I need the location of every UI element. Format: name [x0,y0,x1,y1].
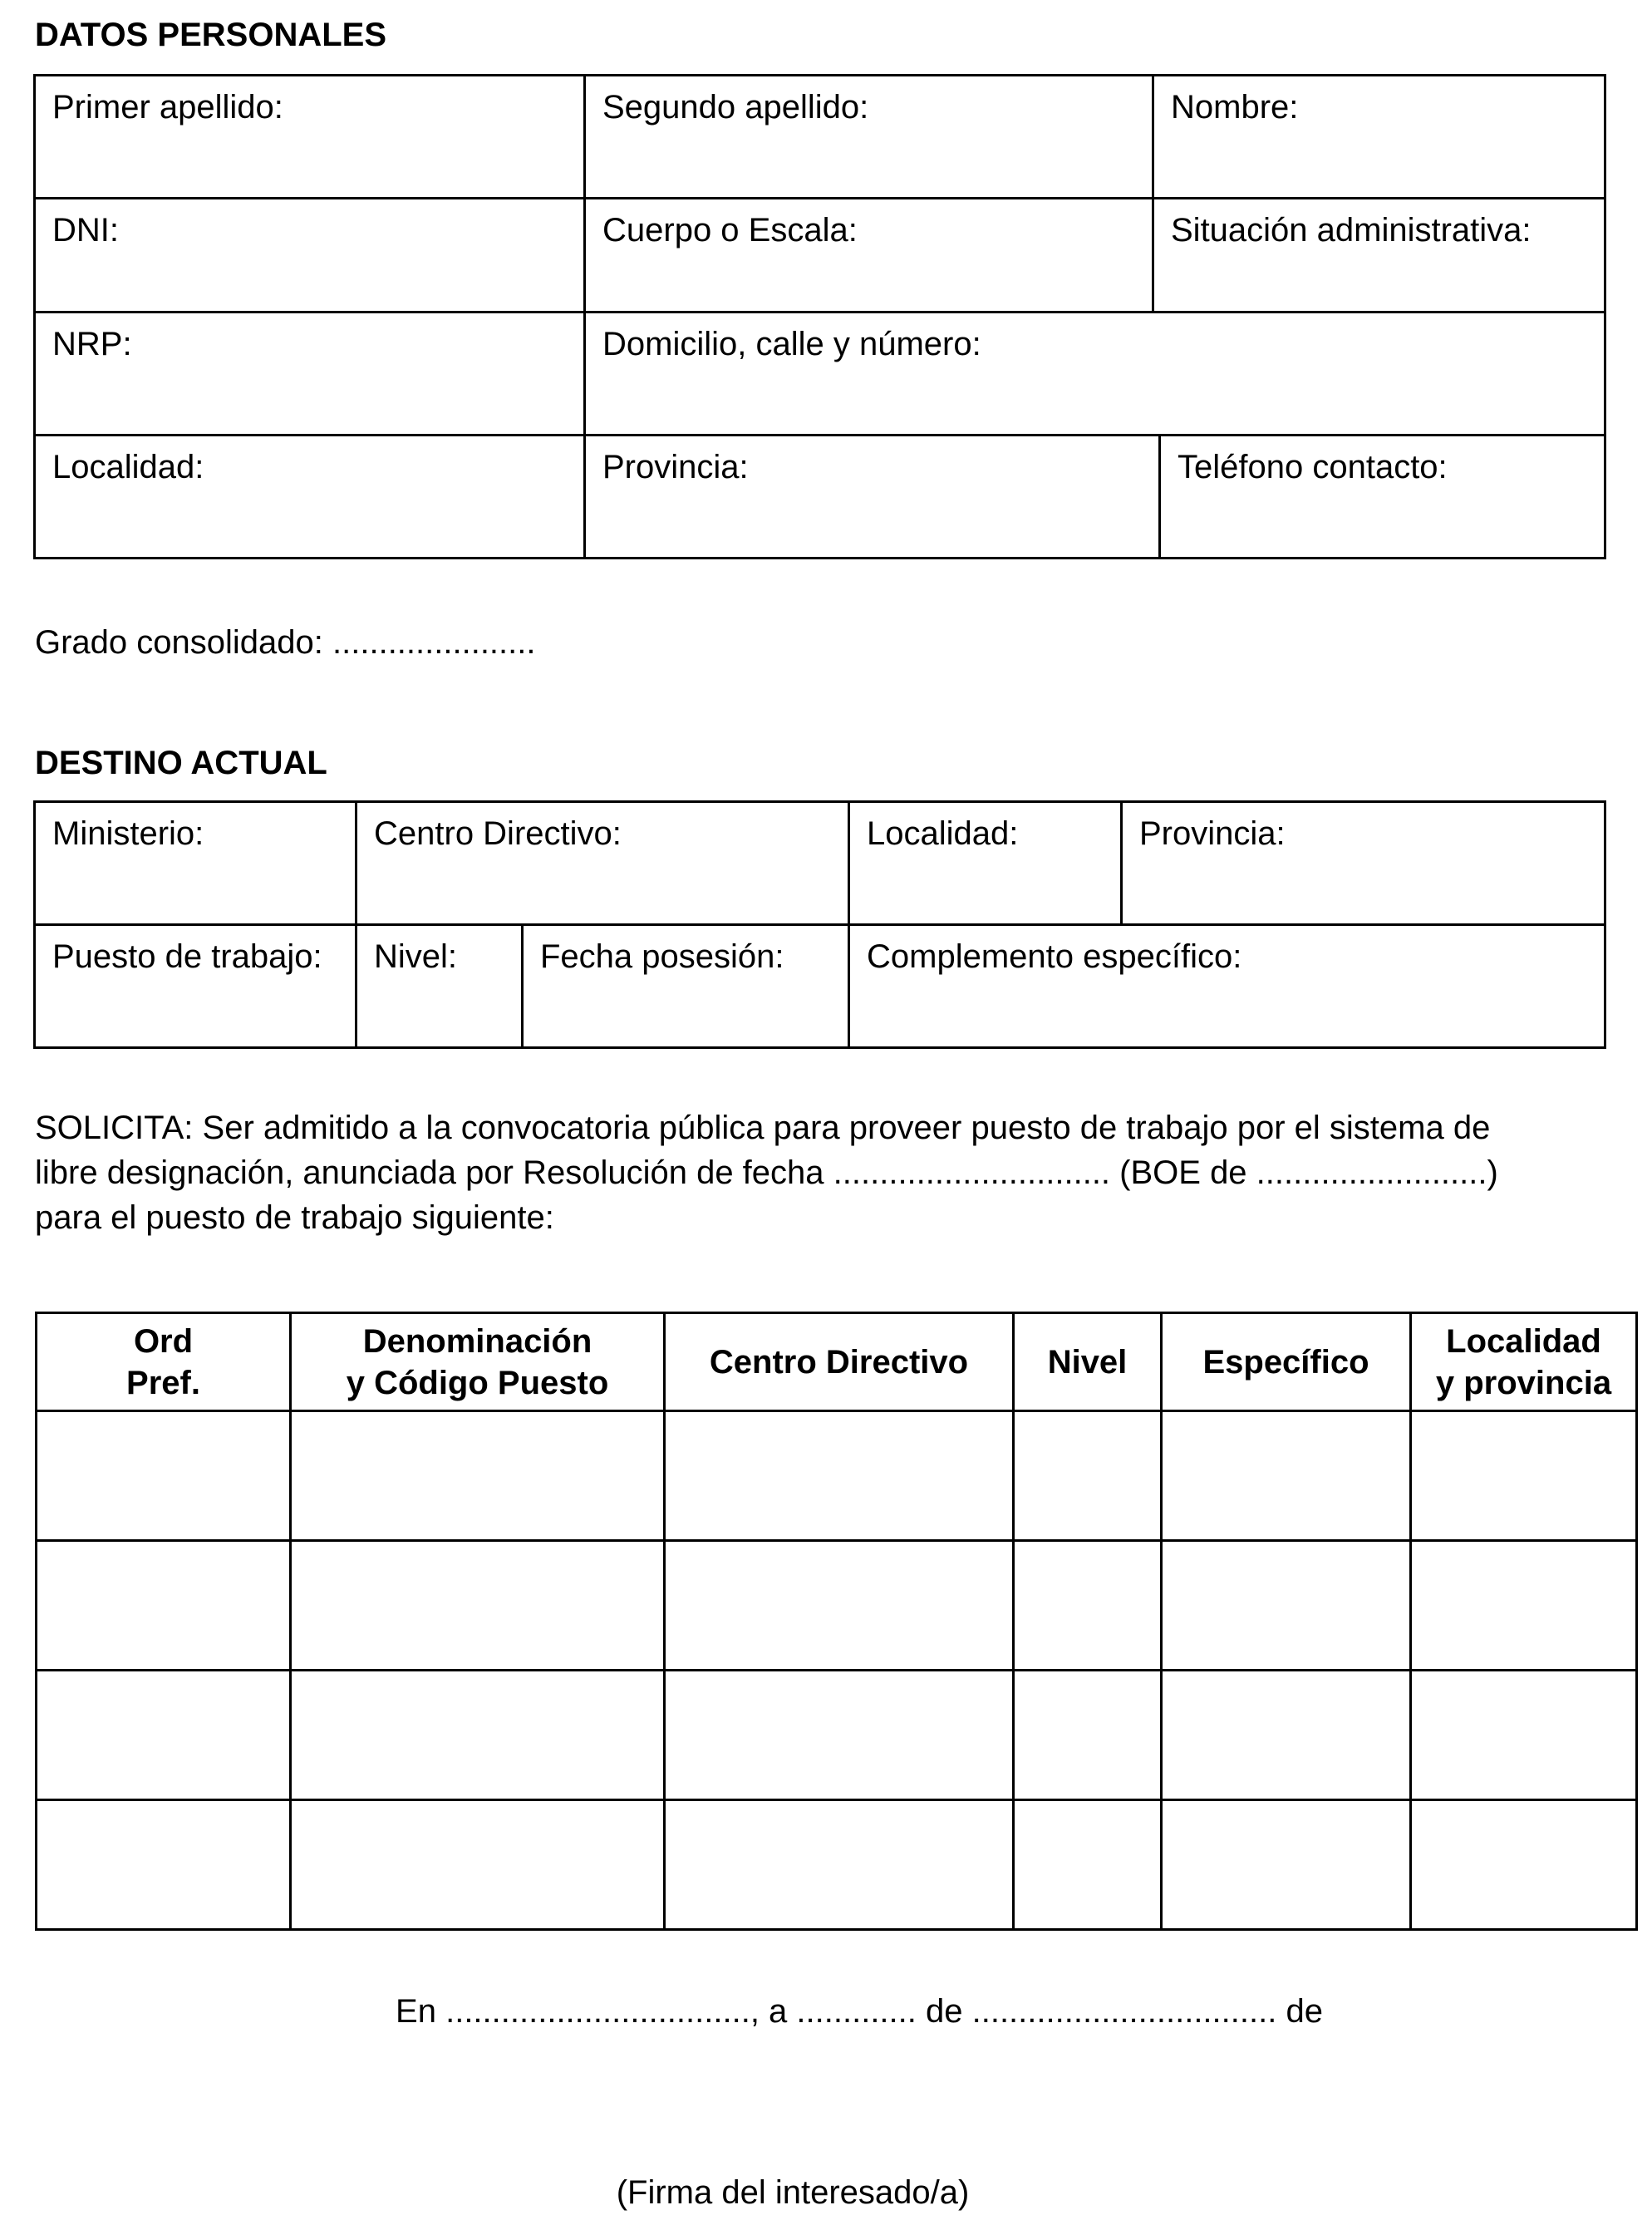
header-nivel: Nivel [1014,1313,1162,1411]
nombre-field[interactable] [1153,76,1605,199]
table-cell[interactable] [291,1411,665,1541]
destino-actual-form [33,800,1606,1049]
section-title-destino-actual: DESTINO ACTUAL [35,745,327,781]
table-cell[interactable] [1411,1671,1637,1800]
field-label: NRP: [52,326,132,362]
solicita-line: libre designación, anunciada por Resolución de fecha .............................. (BOE de .........................) [35,1154,1498,1191]
field-label: Fecha posesión: [540,938,784,975]
table-cell[interactable] [1014,1541,1162,1671]
field-label: Centro Directivo: [374,815,622,852]
table-cell[interactable] [1411,1541,1637,1671]
solicita-line: para el puesto de trabajo siguiente: [35,1199,554,1236]
table-cell[interactable] [1162,1671,1411,1800]
table-cell[interactable] [1014,1800,1162,1930]
field-label: Primer apellido: [52,89,283,126]
field-label: Nombre: [1171,89,1299,126]
puesto-trabajo-field[interactable] [35,925,356,1048]
table-row [37,1800,1637,1930]
header-ord-pref: Ord Pref. [37,1313,291,1411]
field-label: Localidad: [867,815,1019,852]
centro-directivo-field[interactable] [356,802,849,925]
situacion-administrativa-field[interactable] [1153,199,1605,313]
table-cell[interactable] [291,1800,665,1930]
destino-localidad-field[interactable] [849,802,1122,925]
grado-consolidado: Grado consolidado: ...................... [35,624,536,661]
table-row [37,1671,1637,1800]
table-row [37,1541,1637,1671]
table-row [37,1411,1637,1541]
field-label: Complemento específico: [867,938,1242,975]
complemento-especifico-field[interactable] [849,925,1605,1048]
table-cell[interactable] [291,1671,665,1800]
field-label: Segundo apellido: [602,89,869,126]
field-label: Cuerpo o Escala: [602,212,858,249]
field-label: Teléfono contacto: [1178,449,1448,485]
table-cell[interactable] [665,1671,1014,1800]
table-cell[interactable] [665,1411,1014,1541]
fecha-posesion-field[interactable] [523,925,849,1048]
header-localidad-provincia: Localidad y provincia [1411,1313,1637,1411]
field-label: DNI: [52,212,119,249]
section-title-datos-personales: DATOS PERSONALES [35,17,387,53]
table-cell[interactable] [37,1411,291,1541]
field-label: Localidad: [52,449,204,485]
field-label: Provincia: [602,449,749,485]
table-cell[interactable] [665,1800,1014,1930]
table-cell[interactable] [665,1541,1014,1671]
table-cell[interactable] [1014,1671,1162,1800]
table-cell[interactable] [1162,1800,1411,1930]
domicilio-field[interactable] [585,313,1605,436]
primer-apellido-field[interactable] [35,76,585,199]
header-especifico: Específico [1162,1313,1411,1411]
field-label: Puesto de trabajo: [52,938,322,975]
nrp-field[interactable] [35,313,585,436]
table-cell[interactable] [1162,1541,1411,1671]
table-cell[interactable] [1162,1411,1411,1541]
table-cell[interactable] [291,1541,665,1671]
destino-provincia-field[interactable] [1122,802,1605,925]
cuerpo-escala-field[interactable] [585,199,1153,313]
table-cell[interactable] [37,1671,291,1800]
puestos-table [35,1312,1638,1931]
table-cell[interactable] [1411,1800,1637,1930]
ministerio-field[interactable] [35,802,356,925]
telefono-contacto-field[interactable] [1160,436,1605,559]
header-centro-directivo: Centro Directivo [665,1313,1014,1411]
provincia-field[interactable] [585,436,1160,559]
localidad-field[interactable] [35,436,585,559]
firma-interesado: (Firma del interesado/a) [616,2174,970,2211]
table-cell[interactable] [1411,1411,1637,1541]
dni-field[interactable] [35,199,585,313]
nivel-field[interactable] [356,925,523,1048]
field-label: Ministerio: [52,815,204,852]
field-label: Nivel: [374,938,458,975]
table-cell[interactable] [1014,1411,1162,1541]
segundo-apellido-field[interactable] [585,76,1153,199]
solicita-line: SOLICITA: Ser admitido a la convocatoria pública para proveer puesto de trabajo por el sistema de [35,1110,1491,1146]
field-label: Situación administrativa: [1171,212,1532,249]
table-cell[interactable] [37,1800,291,1930]
header-denominacion: Denominación y Código Puesto [291,1313,665,1411]
solicita-paragraph [35,1105,1498,1240]
field-label: Domicilio, calle y número: [602,326,981,362]
table-cell[interactable] [37,1541,291,1671]
fecha-lugar-line: En ................................., a ............. de ................................. de [396,1993,1323,2030]
datos-personales-form [33,74,1606,559]
field-label: Provincia: [1139,815,1286,852]
